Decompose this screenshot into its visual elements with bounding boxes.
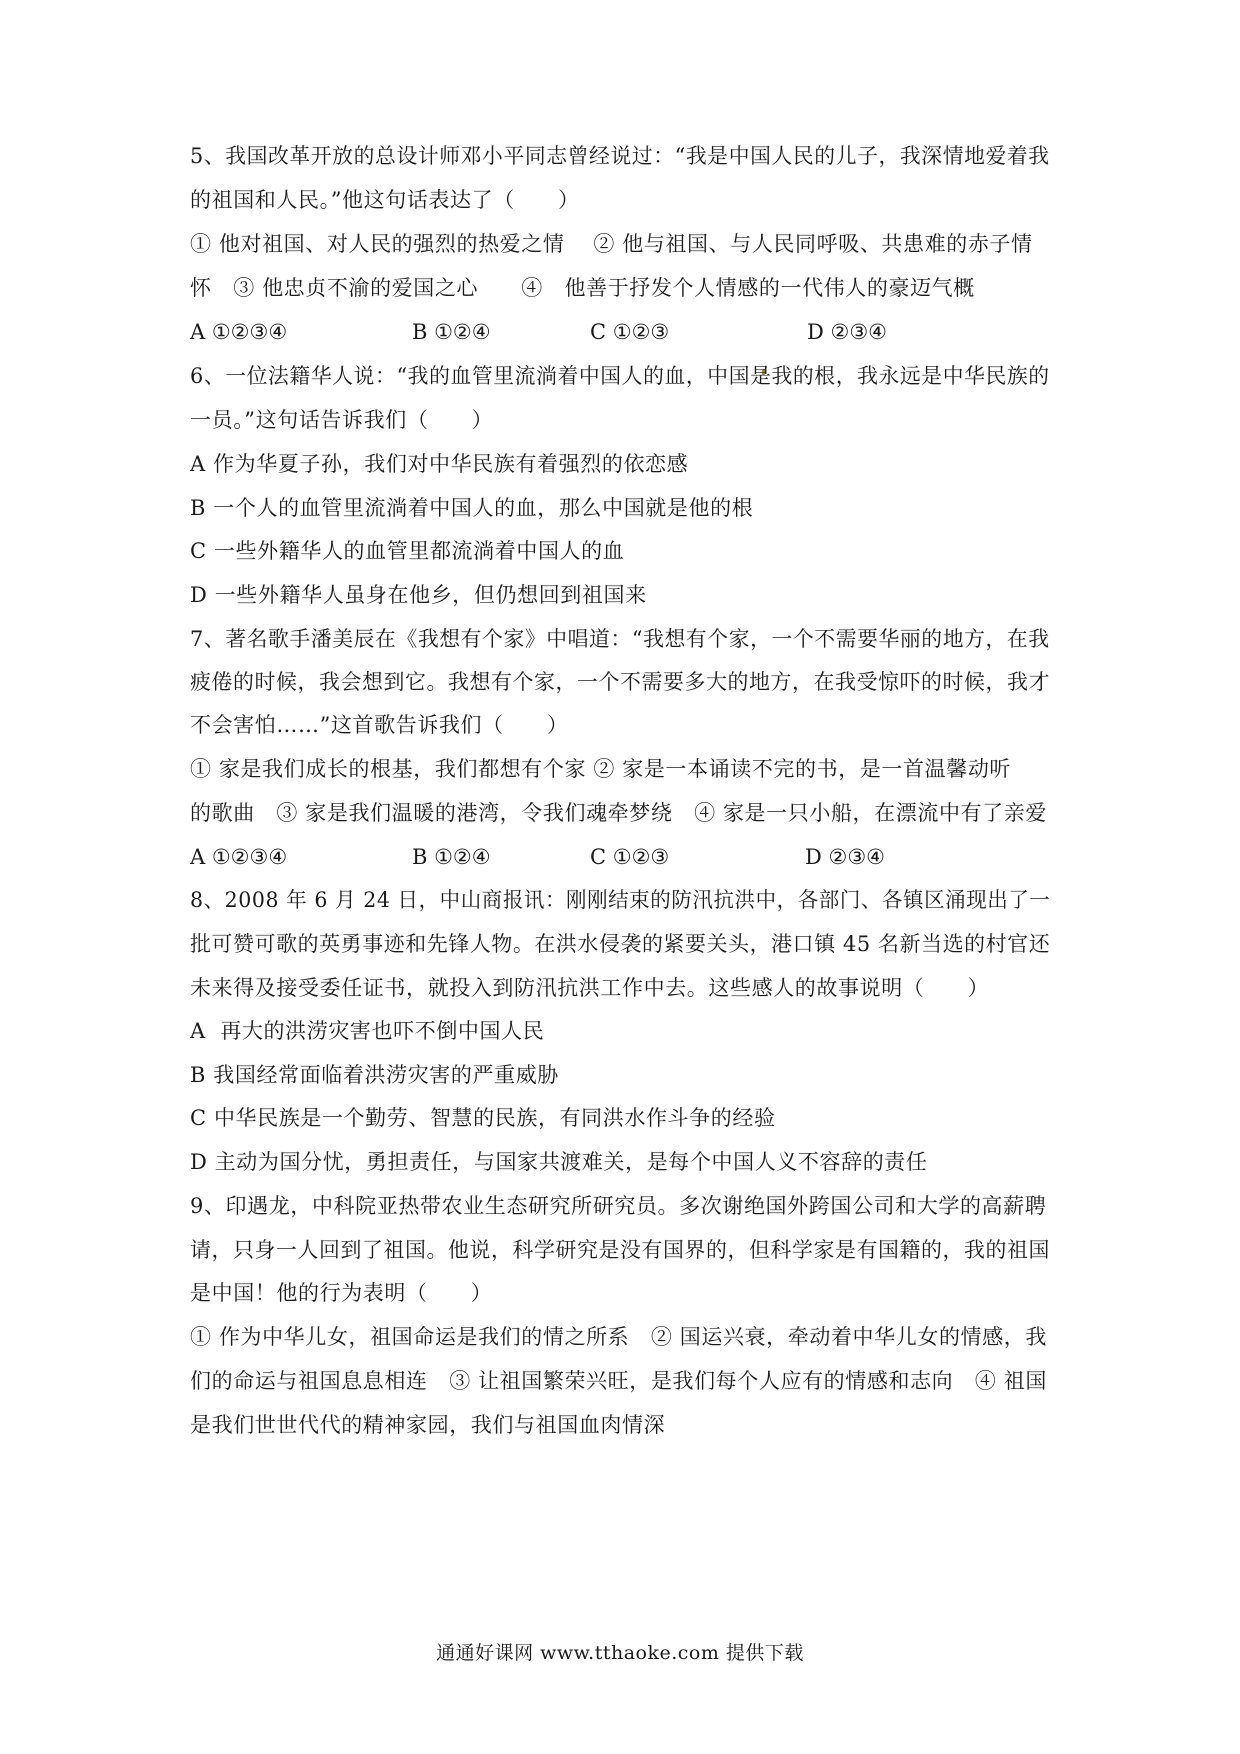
page-footer: 通通好课网 www.tthaoke.com 提供下载: [436, 1642, 804, 1664]
q8-stem-line-2: 批可赞可歌的英勇事迹和先锋人物。在洪水侵袭的紧要关头，港口镇 45 名新当选的村官还: [190, 932, 1051, 956]
q5-stem-line-2: 的祖国和人民。”他这句话表达了（ ）: [190, 188, 580, 212]
q7-stem-line-1: 7、著名歌手潘美辰在《我想有个家》中唱道：“我想有个家，一个不需要华丽的地方，在我: [190, 627, 1050, 651]
q5-option-a: A ①②③④: [190, 320, 288, 344]
q5-statements-line-2: 怀 ③ 他忠贞不渝的爱国之心 ④ 他善于抒发个人情感的一代伟人的豪迈气概: [190, 276, 975, 300]
q5-option-b: B ①②④: [412, 320, 491, 344]
q5-option-d: D ②③④: [807, 320, 887, 344]
q8-option-d: D 主动为国分忧，勇担责任，与国家共渡难关，是每个中国人义不容辞的责任: [190, 1150, 928, 1174]
q7-option-c: C ①②③: [590, 845, 670, 869]
q9-statements-line-2: 们的命运与祖国息息相连 ③ 让祖国繁荣兴旺，是我们每个人应有的情感和志向 ④ 祖国: [190, 1369, 1047, 1393]
q6-option-c: C 一些外籍华人的血管里都流淌着中国人的血: [190, 539, 625, 563]
q7-option-b: B ①②④: [412, 845, 491, 869]
q6-option-b: B 一个人的血管里流淌着中国人的血，那么中国就是他的根: [190, 496, 754, 520]
q7-stem-line-2: 疲倦的时候，我会想到它。我想有个家，一个不需要多大的地方，在我受惊吓的时候，我才: [190, 670, 1051, 694]
q8-option-a: A 再大的洪涝灾害也吓不倒中国人民: [190, 1019, 545, 1043]
q8-option-c: C 中华民族是一个勤劳、智慧的民族，有同洪水作斗争的经验: [190, 1106, 776, 1130]
q5-stem-line-1: 5、我国改革开放的总设计师邓小平同志曾经说过：“我是中国人民的儿子，我深情地爱着我: [190, 144, 1050, 168]
q6-stem-line-1: 6、一位法籍华人说：“我的血管里流淌着中国人的血，中国是我的根，我永远是中华民族的: [190, 364, 1050, 388]
q6-stem-line-2: 一员。”这句话告诉我们（ ）: [190, 408, 494, 432]
q7-statements-line-1: ① 家是我们成长的根基，我们都想有个家 ② 家是一本诵读不完的书，是一首温馨动听: [190, 757, 1012, 781]
q8-stem-line-1: 8、2008 年 6 月 24 日，中山商报讯：刚刚结束的防汛抗洪中，各部门、各镇区涌现出了一: [190, 888, 1051, 912]
q7-option-a: A ①②③④: [190, 845, 288, 869]
q9-stem-line-3: 是中国！他的行为表明（ ）: [190, 1281, 493, 1305]
q9-stem-line-2: 请，只身一人回到了祖国。他说，科学研究是没有国界的，但科学家是有国籍的，我的祖国: [190, 1238, 1051, 1262]
q6-option-d: D 一些外籍华人虽身在他乡，但仍想回到祖国来: [190, 583, 647, 607]
q5-option-c: C ①②③: [590, 320, 670, 344]
q7-statements-line-2: 的歌曲 ③ 家是我们温暖的港湾，令我们魂牵梦绕 ④ 家是一只小船，在漂流中有了亲爱: [190, 801, 1047, 825]
q9-statements-line-1: ① 作为中华儿女，祖国命运是我们的情之所系 ② 国运兴衰，牵动着中华儿女的情感，我: [190, 1325, 1047, 1349]
q8-stem-line-3: 未来得及接受委任证书，就投入到防汛抗洪工作中去。这些感人的故事说明（ ）: [190, 976, 990, 1000]
q9-stem-line-1: 9、印遇龙，中科院亚热带农业生态研究所研究员。多次谢绝国外跨国公司和大学的高薪聘: [190, 1194, 1047, 1218]
q5-statements-line-1: ① 他对祖国、对人民的强烈的热爱之情 ② 他与祖国、与人民同呼吸、共患难的赤子情: [190, 232, 1033, 256]
q9-statements-line-3: 是我们世世代代的精神家园，我们与祖国血肉情深: [190, 1413, 666, 1437]
q6-option-a: A 作为华夏子孙，我们对中华民族有着强烈的依恋感: [190, 452, 689, 476]
q7-option-d: D ②③④: [805, 845, 885, 869]
q8-option-b: B 我国经常面临着洪涝灾害的严重威胁: [190, 1063, 559, 1087]
q7-stem-line-3: 不会害怕……”这首歌告诉我们（ ）: [190, 713, 569, 737]
